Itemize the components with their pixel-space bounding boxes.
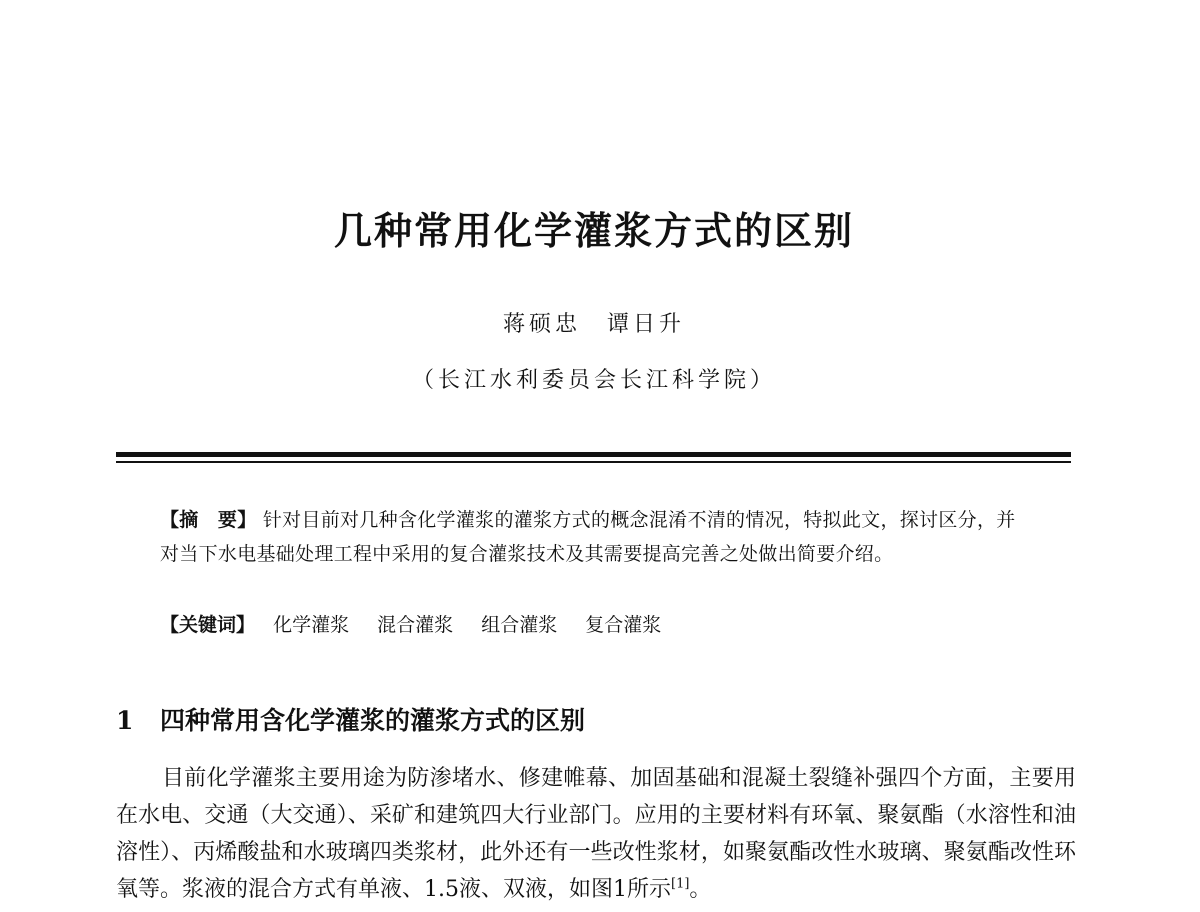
paragraph-end: 。 xyxy=(689,877,712,902)
keyword: 混合灌浆 xyxy=(377,614,454,636)
keywords-block xyxy=(160,608,1030,642)
citation-ref[interactable]: [1] xyxy=(671,876,690,892)
keywords-label: 【关键词】 xyxy=(160,614,256,636)
body-paragraph xyxy=(116,760,1076,908)
abstract-block xyxy=(160,503,1030,571)
abstract-label: 【摘 要】 xyxy=(160,509,257,531)
paragraph-text: 目前化学灌浆主要用途为防渗堵水、修建帷幕、加固基础和混凝土裂缝补强四个方面，主要用在水电、交通（大交通）、采矿和建筑四大行业部门。应用的主要材料有环氧、聚氨酯（水溶性和油溶性）、丙烯酸盐和水玻璃四类浆材，此外还有一些改性浆材，如聚氨酯改性水玻璃、聚氨酯改性环氧等。浆液的混合方式有单液、1.5液、双液，如图1所示 xyxy=(116,766,1076,902)
keyword: 化学灌浆 xyxy=(273,614,350,636)
header-divider-thin xyxy=(116,461,1071,463)
keyword: 复合灌浆 xyxy=(585,614,662,636)
abstract-text: 针对目前对几种含化学灌浆的灌浆方式的概念混淆不清的情况，特拟此文，探讨区分，并对当下水电基础处理工程中采用的复合灌浆技术及其需要提高完善之处做出简要介绍。 xyxy=(160,509,1016,565)
section-title: 四种常用含化学灌浆的灌浆方式的区别 xyxy=(160,706,586,735)
author-affiliation: （长江水利委员会长江科学院） xyxy=(411,368,776,393)
header-divider-thick xyxy=(116,452,1071,457)
section-heading xyxy=(116,703,1076,739)
paper-title: 几种常用化学灌浆方式的区别 xyxy=(333,209,854,253)
keyword: 组合灌浆 xyxy=(481,614,558,636)
section-number: 1 xyxy=(116,706,134,735)
author-names: 蒋硕忠 谭日升 xyxy=(502,312,685,337)
